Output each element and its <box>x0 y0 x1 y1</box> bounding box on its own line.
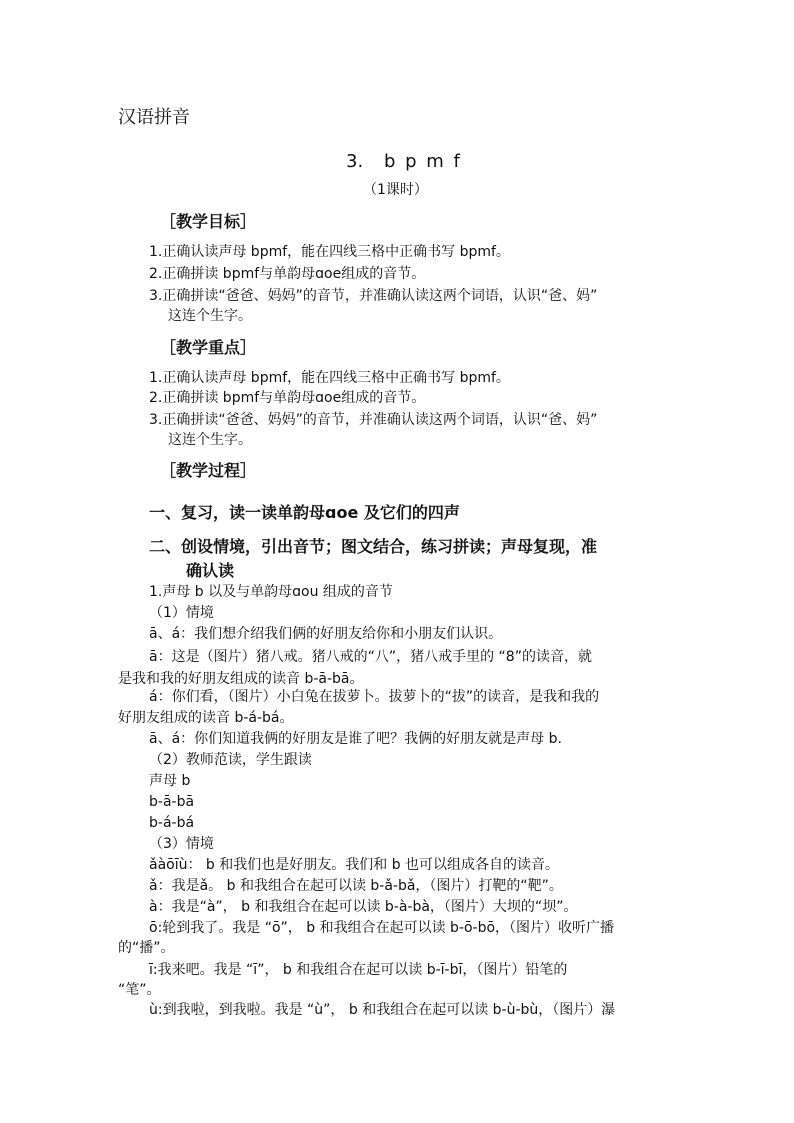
body-line: á：你们看，（图片）小白兔在拔萝卜。拔萝卜的“拔”的读音，是我和我的 <box>149 689 600 705</box>
process-part-2-cont: 确认读 <box>186 561 235 580</box>
body-line: （3）情境 <box>149 836 214 852</box>
body-line: “笔”。 <box>118 982 161 998</box>
subject-title: 汉语拼音 <box>118 107 190 128</box>
objective-item: 1.正确认读声母 bpmf，能在四线三格中正确书写 bpmf。 <box>149 244 510 260</box>
lesson-title: b p m f <box>384 151 462 172</box>
body-line: （1）情境 <box>149 605 214 621</box>
process-heading: ［教学过程］ <box>160 461 257 480</box>
body-line: （2）教师范读，学生跟读 <box>149 752 312 768</box>
lesson-period: （1课时） <box>363 182 428 198</box>
objectives-heading: ［教学目标］ <box>160 212 257 231</box>
body-line: à：我是“à”， b 和我组合在起可以读 b-à-bà，（图片）大坝的“坝”。 <box>149 899 578 915</box>
body-line: ā：这是（图片）猪八戒。猪八戒的“八”，猪八戒手里的 “8”的读音，就 <box>149 649 592 665</box>
body-line: 声母 b <box>149 773 191 789</box>
body-line: ō:轮到我了。我是 “ō”， b 和我组合在起可以读 b-ō-bō，（图片）收听广播 <box>149 920 615 936</box>
key-point-item: 2.正确拼读 bpmf与单韵母ɑoe组成的音节。 <box>149 390 426 406</box>
key-point-item: 1.正确认读声母 bpmf，能在四线三格中正确书写 bpmf。 <box>149 370 510 386</box>
lesson-number: 3. <box>346 151 364 172</box>
body-line: ā、á：我们想介绍我们俩的好朋友给你和小朋友们认识。 <box>149 626 503 642</box>
body-line: 好朋友组成的读音 b-á-bá。 <box>118 710 294 726</box>
objective-item: 这连个生字。 <box>168 308 252 324</box>
key-point-item: 这连个生字。 <box>168 432 252 448</box>
body-line: 的“播”。 <box>118 940 175 956</box>
body-line: ā、á：你们知道我俩的好朋友是谁了吧？我俩的好朋友就是声母 b. <box>149 731 562 747</box>
key-point-item: 3.正确拼读“爸爸、妈妈”的音节，并准确认读这两个词语，认识“爸、妈” <box>149 412 598 428</box>
body-line: ǎàōīù： b 和我们也是好朋友。我们和 b 也可以组成各自的读音。 <box>149 857 560 873</box>
body-line: b-ā-bā <box>149 794 195 810</box>
objective-item: 3.正确拼读“爸爸、妈妈”的音节，并准确认读这两个词语，认识“爸、妈” <box>149 288 598 304</box>
body-line: ù:到我啦，到我啦。我是 “ù”， b 和我组合在起可以读 b-ù-bù，（图片）瀑 <box>149 1002 616 1018</box>
body-line: 1.声母 b 以及与单韵母ɑou 组成的音节 <box>149 584 393 600</box>
body-line: b-á-bá <box>149 815 195 831</box>
process-part-1: 一、复习，读一读单韵母ɑoe 及它们的四声 <box>149 503 460 522</box>
process-part-2: 二、创设情境，引出音节；图文结合，练习拼读；声母复现，准 <box>149 537 598 556</box>
body-line: ǎ：我是ǎ。 b 和我组合在起可以读 b-ǎ-bǎ，（图片）打靶的“靶”。 <box>149 878 563 894</box>
body-line: 是我和我的好朋友组成的读音 b-ā-bā。 <box>118 671 364 687</box>
body-line: ī:我来吧。我是 “ī”， b 和我组合在起可以读 b-ī-bī，（图片）铅笔的 <box>149 962 568 978</box>
key-points-heading: ［教学重点］ <box>160 338 257 357</box>
objective-item: 2.正确拼读 bpmf与单韵母ɑoe组成的音节。 <box>149 266 426 282</box>
